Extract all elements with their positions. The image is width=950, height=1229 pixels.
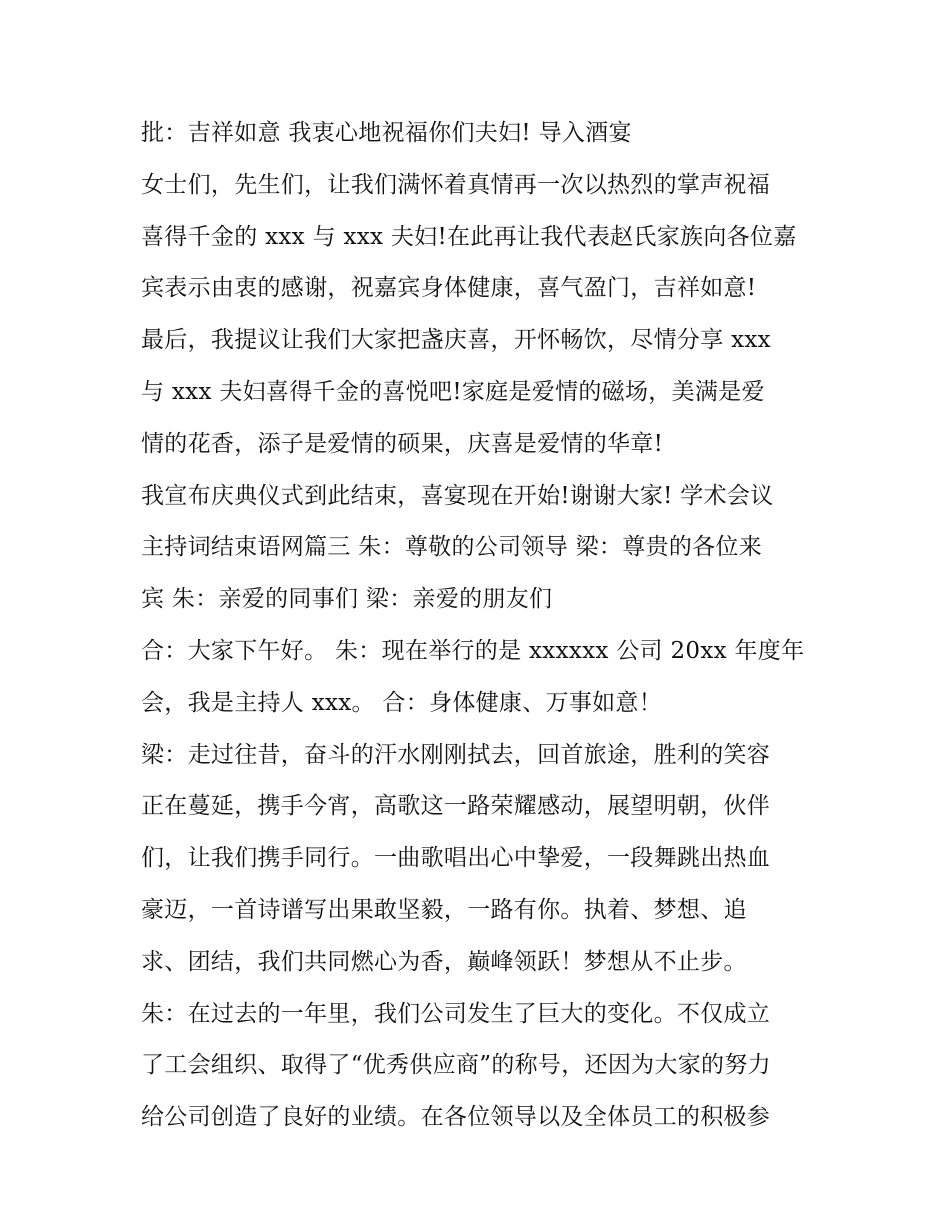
text-line: 正在蔓延，携手今宵，高歌这一路荣耀感动，展望明朝，伙伴 xyxy=(141,793,771,820)
text-line: 会，我是主持人 xxx。 合：身体健康、万事如意！ xyxy=(141,689,663,716)
text-line: 求、团结，我们共同燃心为香，巅峰领跃！梦想从不止步。 xyxy=(141,948,747,975)
text-line: 梁：走过往昔，奋斗的汗水刚刚拭去，回首旅途，胜利的笑容 xyxy=(141,741,771,768)
text-line: 喜得千金的 xxx 与 xxx 夫妇!在此再让我代表赵氏家族向各位嘉 xyxy=(141,223,797,250)
text-line: 我宣布庆典仪式到此结束，喜宴现在开始!谢谢大家! 学术会议 xyxy=(141,482,774,509)
text-line: 宾 朱：亲爱的同事们 梁：亲爱的朋友们 xyxy=(141,586,553,613)
text-line: 豪迈，一首诗谱写出果敢坚毅，一路有你。执着、梦想、追 xyxy=(141,896,747,923)
text-line: 情的花香，添子是爱情的硕果，庆喜是爱情的华章! xyxy=(141,430,664,457)
text-line: 们，让我们携手同行。一曲歌唱出心中挚爱，一段舞跳出热血 xyxy=(141,845,771,872)
text-line: 给公司创造了良好的业绩。在各位领导以及全体员工的积极参 xyxy=(141,1104,771,1131)
text-line: 批：吉祥如意 我衷心地祝福你们夫妇! 导入酒宴 xyxy=(141,120,632,146)
text-line: 宾表示由衷的感谢，祝嘉宾身体健康，喜气盈门，吉祥如意! xyxy=(141,275,757,302)
text-line: 合：大家下午好。 朱：现在举行的是 xxxxxx 公司 20xx 年度年 xyxy=(141,637,805,664)
document-body xyxy=(141,108,821,1144)
text-line: 朱：在过去的一年里，我们公司发生了巨大的变化。不仅成立 xyxy=(141,1000,771,1027)
text-line: 与 xxx 夫妇喜得千金的喜悦吧!家庭是爱情的磁场，美满是爱 xyxy=(141,378,765,405)
text-line: 女士们，先生们，让我们满怀着真情再一次以热烈的掌声祝福 xyxy=(141,171,771,198)
text-line: 最后，我提议让我们大家把盏庆喜，开怀畅饮，尽情分享 xxx xyxy=(141,327,771,354)
text-line: 了工会组织、取得了“优秀供应商”的称号，还因为大家的努力 xyxy=(141,1052,771,1079)
text-line: 主持词结束语网篇三 朱：尊敬的公司领导 梁：尊贵的各位来 xyxy=(141,534,763,561)
